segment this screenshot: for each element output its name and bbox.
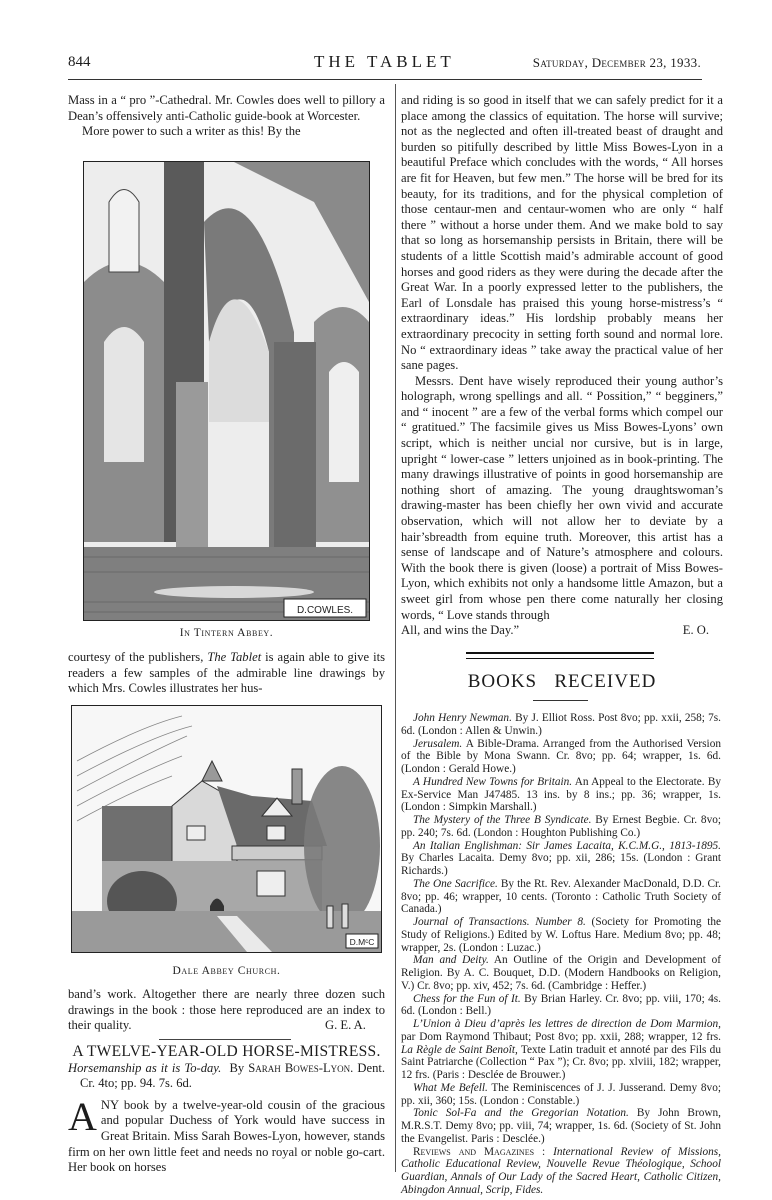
author-initials: G. E. A.: [325, 1018, 366, 1032]
book-entry: An Italian Englishman: Sir James Lacaita, K.C.M.G., 1813-1895. By Charles Lacaita. Demy 8vo; pp. xii, 286; 15s. (London : Grant Richards.): [401, 839, 721, 877]
column-divider: [395, 84, 396, 1172]
publication-name: The Tablet: [207, 650, 262, 664]
paragraph: band’s work. Altogether there are nearly three dozen such drawings in the book : those here reproduced are an index to their quality.: [68, 987, 385, 1033]
book-entry: Man and Deity. An Outline of the Origin and Development of Religion. By A. C. Bouquet, D.D. (Modern Handbooks on Religion, V.) Cr. 8vo; pp. xiv, 452; 7s. 6d. (Cambridge : Heffer.): [401, 954, 721, 992]
book-entry: John Henry Newman. By J. Elliot Ross. Post 8vo; pp. xxii, 258; 7s. 6d. (London : Allen & Unwin.): [401, 712, 721, 737]
reviewer-initials: E. O.: [682, 623, 709, 638]
book-entry: Chess for the Fun of It. By Brian Harley. Cr. 8vo; pp. viii, 170; 4s. 6d. (London : Bell.): [401, 992, 721, 1018]
left-intro: [68, 93, 385, 140]
review-section: [68, 1044, 385, 1176]
book-entry: Journal of Transactions. Number 8. (Society for Promoting the Study of Religions.) Edited by W. Loftus Hare. Medium 8vo; pp. 48; wrapper, 2s. (London : Luzac.): [401, 916, 721, 954]
review-book-details: Horsemanship as it is To-day. By Sarah Bowes-Lyon. Dent. Cr. 4to; pp. 94. 7s. 6d.: [68, 1060, 386, 1091]
issue-date: Saturday, December 23, 1933.: [532, 55, 701, 70]
figure-caption: Dale Abbey Church.: [172, 965, 281, 977]
church-drawing-icon: [72, 706, 381, 952]
book-entry: Tonic Sol-Fa and the Gregorian Notation. By John Brown, M.R.S.T. Demy 8vo; pp. viii, 74; wrapper, 1s. 6d. (Society of St. John the Evangelist. Paris : Desclée.): [401, 1107, 721, 1145]
book-entry: What Me Befell. The Reminiscences of J. J. Jusserand. Demy 8vo; pp. xii, 360; 15s. (London : Constable.): [401, 1081, 721, 1107]
illustration-tintern-abbey: [83, 161, 370, 621]
book-entry: L’Union à Dieu d’après les lettres de direction de Dom Marmion, par Dom Raymond Thibaut; Post 8vo; pp. xxii, 288; wrapper, 12 frs. La Règle de Saint Benoît, Texte Latin traduit et annoté par des Fils du Saint Patriarche (Collection “ Pax ”); Cr. 8vo; pp. xlviii, 182; wrapper, 12 frs. (Paris : Desclée de Brouwer.): [401, 1018, 721, 1081]
review-body: ANY book by a twelve-year-old cousin of the gracious and popular Duchess of York would have success in Great Britain. Miss Sarah Bowes-Lyon, however, stands firm on her own little feet and needs no royal or noble go-cart. Her book on horses: [68, 1093, 385, 1175]
page-number: 844: [68, 54, 91, 70]
review-headline: A TWELVE-YEAR-OLD HORSE-MISTRESS.: [72, 1043, 381, 1060]
books-received-list: [401, 712, 721, 1197]
book-entry: The Mystery of the Three B Syndicate. By Ernest Begbie. Cr. 8vo; pp. 240; 7s. 6d. (London : Houghton Publishing Co.): [401, 814, 721, 839]
right-review-continued: [401, 93, 723, 639]
masthead: THE TABLET: [314, 52, 455, 71]
paragraph: and riding is so good in itself that we can safely predict for it a place among the classics of equitation. The horse will survive; not as the neglected and often ill-treated beast of draught and burden so pitifully described by little Miss Bowes-Lyon in a beautiful Preface which concludes with the words, “ All horses are fit for Heaven, but few men.” The horse will be bred for its beauty, for its traditions, and for the physical completion of those centaur-men and centaur-women who are only “ half there ” without a horse under them. And we make bold to say that so long as horsemanship persists in Britain, there will be students of a little Scottish maid’s admirable account of good horses and good riders as they were during the decade after the Great War. In a poorly expressed letter to the publishers, the Earl of Lonsdale has praised this young horse-mistress’s “ extraordinary ideas.” His lordship probably means her extraordinary precocity in setting forth sound and normal lore. No “ extraordinary ideas ” take away the practical value of her sane pages.: [401, 93, 723, 373]
svg-text:D.COWLES.: D.COWLES.: [296, 605, 354, 616]
paragraph: More power to such a writer as this! By the: [82, 124, 301, 139]
illustration-dale-abbey: [71, 705, 382, 953]
abbey-drawing-icon: [84, 162, 369, 620]
reviews-and-magazines: Reviews and Magazines : International Review of Missions, Catholic Educational Review, Nouvelle Revue Théologique, School Guardian, Annals of Our Lady of the Sacred Heart, Catholic Citizen, Abingdon Annual, Scrip, Fides.: [401, 1145, 721, 1196]
book-entry: A Hundred New Towns for Britain. An Appeal to the Electorate. By Ex-Service Man J47485. 13 ins. by 8 ins.; pp. 36; wrapper, 1s. (London : Simpkin Marshall.): [401, 775, 722, 814]
figure-caption: In Tintern Abbey.: [179, 627, 274, 639]
review-closing-line: All, and wins the Day.” E. O.: [401, 623, 723, 639]
section-divider: [159, 1039, 291, 1040]
paragraph: Mass in a “ pro ”-Cathedral. Mr. Cowles does well to pillory a Dean’s offensively anti-Catholic guide-book at Worcester.: [68, 93, 385, 123]
header-rule: [68, 79, 702, 80]
drop-cap: A: [68, 1093, 97, 1139]
book-author: Sarah Bowes-Lyon: [248, 1060, 351, 1075]
section-double-rule: [466, 652, 654, 659]
book-entry: The One Sacrifice. By the Rt. Rev. Alexander MacDonald, D.D. Cr. 8vo; pp. 46; wrapper, 10 cents. (Toronto : Catholic Truth Society of Canada.): [401, 877, 722, 916]
left-middle: [68, 650, 385, 697]
paragraph: Messrs. Dent have wisely reproduced their young author’s holograph, wrong spellings and all. “ Possition,” “ begginers,” and “ inocent ” are a few of the verbal forms which compel our “ gratitued.” The facsimile gives us Miss Bowes-Lyons’ own script, which is neither uncial nor cursive, but is in large, upright “ lower-case ” letters unjoined as in book-printing. The many drawings illustrative of points in good horsemanship are nothing short of amazing. The young draughtswoman’s drawing-master has been chiefly her own vivid and accurate observation, which will not allow her to deviate by a hair’sbreadth from equine truth. Moreover, this artist has a sense of landscape and of Nature’s atmosphere and colours. With the book there is given (loose) a portrait of Miss Bowes-Lyon, which exhibits not only a handsome little Amazon, but a sweet girl from whose pen there come naturally her closing words, “ Love stands through: [401, 373, 723, 622]
heading-underline: [533, 700, 588, 701]
book-entry: Jerusalem. A Bible-Drama. Arranged from the Authorised Version of the Bible by Mona Swann. Cr. 8vo; pp. 64; wrapper, 1s. 6d. (London : Gerald Howe.): [401, 737, 721, 775]
paragraph: courtesy of the publishers, The Tablet is again able to give its readers a few samples of the admirable line drawings by which Mrs. Cowles illustrates her hus-: [68, 650, 385, 696]
page-header: [68, 50, 701, 76]
svg-text:D.MᶜC: D.MᶜC: [349, 937, 375, 947]
books-received-heading: BOOKS RECEIVED: [467, 671, 657, 692]
book-title: Horsemanship as it is To-day.: [68, 1060, 222, 1075]
